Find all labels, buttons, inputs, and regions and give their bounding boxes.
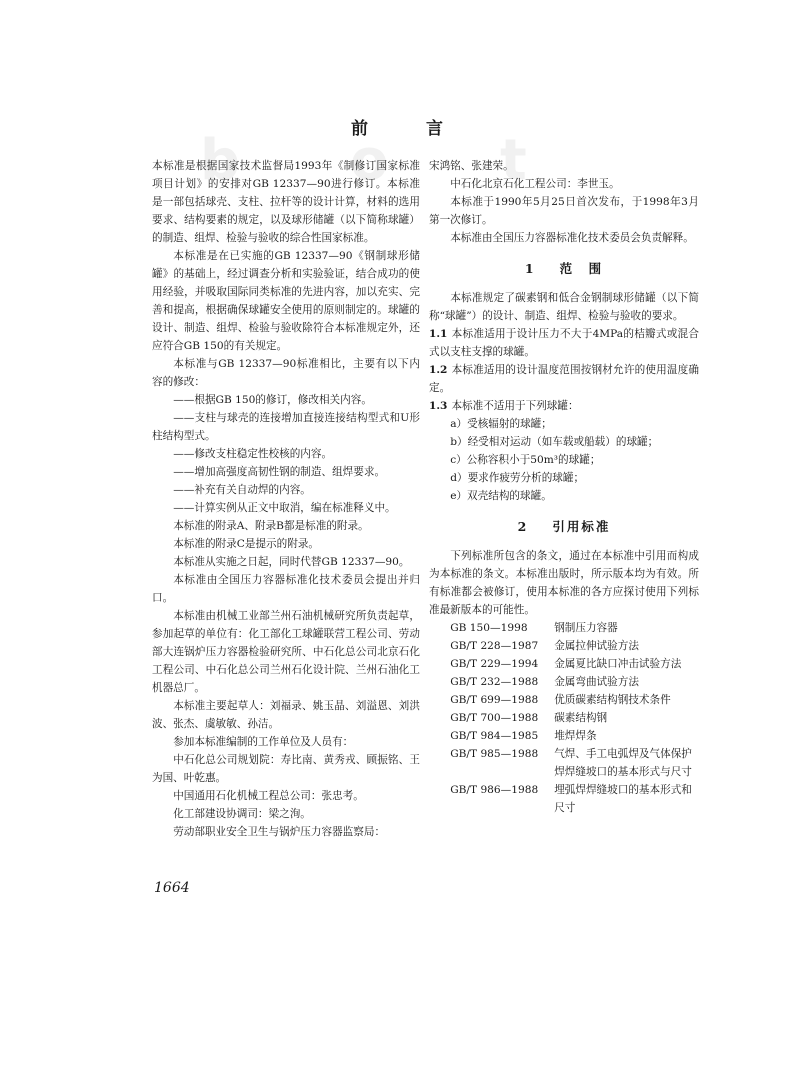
paragraph: ——补充有关自动焊的内容。 (173, 484, 311, 496)
reference-code: GB/T 984—1985 (450, 730, 539, 742)
paragraph: 本标准于1990年5月25日首次发布，于1998年3月第一次修订。 (429, 196, 699, 226)
reference-title: 金属夏比缺口冲击试验方法 (554, 658, 682, 670)
paragraph: ——根据GB 150的修订，修改相关内容。 (173, 394, 372, 406)
clause-text: 本标准不适用于下列球罐： (451, 400, 579, 412)
reference-title: 钢制压力容器 (554, 622, 618, 634)
paragraph: 本标准与GB 12337—90标准相比，主要有以下内容的修改： (152, 358, 420, 388)
paragraph: 本标准从实施之日起，同时代替GB 12337—90。 (173, 556, 410, 568)
list-item: a）受核辐射的球罐； (450, 418, 552, 430)
paragraph: 本标准由机械工业部兰州石油机械研究所负责起草，参加起草的单位有：化工部化工球罐联营工程公司、劳动部大连锅炉压力容器检验研究所、中石化总公司北京石化工程公司、中石化总公司兰州石化设计院、兰州石油化工机器总厂。 (152, 610, 420, 694)
clause-number: 1.2 (429, 364, 448, 376)
paragraph: 本标准是根据国家技术监督局1993年《制修订国家标准项目计划》的安排对GB 12337—90进行修订。本标准是一部包括球壳、支柱、拉杆等的设计计算，材料的选用要求、结构要素的规定，以及球形储罐（以下简称球罐）的制造、组焊、检验与验收的综合性国家标准。 (152, 160, 420, 244)
paragraph: 中石化北京石化工程公司：李世玉。 (450, 178, 620, 190)
paragraph: ——计算实例从正文中取消，编在标准释义中。 (173, 502, 396, 514)
reference-title: 埋弧焊焊缝坡口的基本形式和尺寸 (554, 784, 692, 814)
list-item: b）经受相对运动（如车载或船载）的球罐； (450, 436, 659, 448)
clause (429, 361, 699, 397)
paragraph: 本标准由全国压力容器标准化技术委员会提出并归口。 (152, 574, 420, 604)
paragraph: 化工部建设协调司：梁之洵。 (173, 808, 311, 820)
reference-code: GB 150—1998 (450, 622, 528, 634)
paragraph: 宋鸿铭、张建荣。 (429, 160, 514, 172)
clause (429, 325, 699, 361)
reference-code: GB/T 699—1988 (450, 694, 539, 706)
section-title: 范 围 (559, 261, 604, 276)
reference-code: GB/T 228—1987 (450, 640, 539, 652)
paragraph: ——修改支柱稳定性校核的内容。 (173, 448, 333, 460)
reference-title: 堆焊焊条 (554, 730, 597, 742)
paragraph: 本标准的附录A、附录B都是标准的附录。 (173, 520, 369, 532)
watermark: b o t (200, 128, 527, 193)
paragraph: 本标准的附录C是提示的附录。 (173, 538, 320, 550)
list-item: e）双壳结构的球罐。 (450, 490, 552, 502)
section-1-heading (429, 260, 699, 278)
reference-row (429, 619, 699, 637)
reference-code: GB/T 232—1988 (450, 676, 539, 688)
paragraph: 劳动部职业安全卫生与锅炉压力容器监察局： (173, 826, 386, 838)
reference-title: 金属拉伸试验方法 (554, 640, 639, 652)
section-2-intro: 下列标准所包含的条文，通过在本标准中引用而构成为本标准的条文。本标准出版时，所示版本均为有效。所有标准都会被修订，使用本标准的各方应探讨使用下列标准最新版本的可能性。 (429, 550, 699, 616)
section-1-clauses (429, 325, 699, 415)
section-number: 1 (524, 261, 536, 276)
right-intro (429, 157, 699, 247)
page-title: 前 言 (351, 119, 469, 139)
paragraph: 本标准是在已实施的GB 12337—90《钢制球形储罐》的基础上，经过调查分析和实验验证，结合成功的使用经验，并吸取国际同类标准的先进内容，加以充实、完善和提高，根据确保球罐安全使用的原则制定的。球罐的设计、制造、组焊、检验与验收除符合本标准规定外，还应符合GB 150的有关规定。 (152, 250, 420, 352)
reference-row (429, 781, 699, 817)
reference-code: GB/T 986—1988 (450, 784, 539, 796)
list-item: c）公称容积小于50m³的球罐； (450, 454, 601, 466)
left-column (152, 157, 420, 841)
reference-title: 金属弯曲试验方法 (554, 676, 639, 688)
section-2-heading (429, 518, 699, 536)
section-title: 引用标准 (552, 519, 611, 534)
page-number: 1664 (154, 880, 190, 896)
reference-code: GB/T 229—1994 (450, 658, 539, 670)
reference-row (429, 727, 699, 745)
paragraph: 中国通用石化机械工程总公司：张忠考。 (173, 790, 364, 802)
reference-row (429, 709, 699, 727)
reference-list (429, 619, 699, 817)
paragraph: 本标准主要起草人：刘福录、姚玉晶、刘溢恩、刘洪波、张杰、虞敏敏、孙洁。 (152, 700, 420, 730)
reference-title: 优质碳素结构钢技术条件 (554, 694, 671, 706)
section-number: 2 (517, 519, 529, 534)
clause-number: 1.3 (429, 400, 448, 412)
reference-row (429, 691, 699, 709)
paragraph: 中石化总公司规划院：寿比南、黄秀戎、顾振铭、王为国、叶乾惠。 (152, 754, 420, 784)
reference-row (429, 637, 699, 655)
reference-code: GB/T 700—1988 (450, 712, 539, 724)
list-item: d）要求作疲劳分析的球罐； (450, 472, 585, 484)
reference-title: 碳素结构钢 (554, 712, 608, 724)
reference-row (429, 673, 699, 691)
reference-title: 气焊、手工电弧焊及气体保护焊焊缝坡口的基本形式与尺寸 (554, 748, 692, 778)
reference-row (429, 745, 699, 781)
clause-text: 本标准适用于设计压力不大于4MPa的桔瓣式或混合式以支柱支撑的球罐。 (429, 328, 699, 358)
clause-number: 1.1 (429, 328, 448, 340)
clause-text: 本标准适用的设计温度范围按钢材允许的使用温度确定。 (429, 364, 699, 394)
paragraph: ——支柱与球壳的连接增加直接连接结构型式和U形柱结构型式。 (152, 412, 420, 442)
paragraph: ——增加高强度高韧性钢的制造、组焊要求。 (173, 466, 386, 478)
right-column (429, 157, 699, 817)
section-1-intro: 本标准规定了碳素钢和低合金钢制球形储罐（以下简称“球罐”）的设计、制造、组焊、检验与验收的要求。 (429, 292, 699, 322)
paragraph: 参加本标准编制的工作单位及人员有： (173, 736, 354, 748)
reference-code: GB/T 985—1988 (450, 748, 539, 760)
section-1-items (429, 415, 699, 505)
paragraph: 本标准由全国压力容器标准化技术委员会负责解释。 (450, 232, 694, 244)
clause (429, 397, 699, 415)
reference-row (429, 655, 699, 673)
